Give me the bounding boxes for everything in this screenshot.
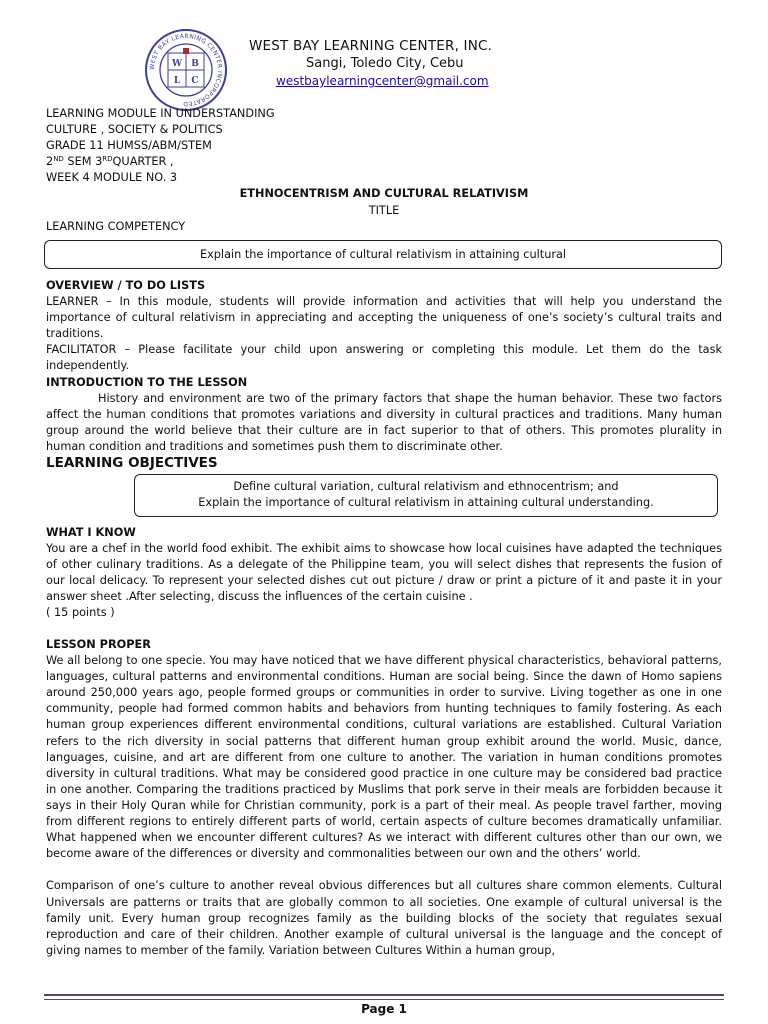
what-i-know-paragraph: You are a chef in the world food exhibit. The exhibit aims to showcase how local cuisines have adapted the techniques of other culinary traditions. As a delegate of the Philippine team, you will select dishes that represents the fusion of our local delicacy. To represent your selected dishes cut out picture / draw or print a picture of it and paste it in your answer sheet .After selecting, discuss the influences of the certain cuisine . bbox=[46, 542, 722, 604]
introduction-paragraph: History and environment are two of the primary factors that shape the human behavior. These two factors affect the human conditions that promotes variations and diversity in cultural practices and traditions. Many human group around the world believe that their culture are in fact superior to that of others. This promotes plurality in human condition and traditions and sometimes push them to discriminate other. bbox=[46, 391, 722, 453]
footer-rule bbox=[44, 994, 724, 996]
school-email-link[interactable]: westbaylearningcenter@gmail.com bbox=[276, 74, 489, 88]
objective-item-2: Explain the importance of cultural relativism in attaining cultural understanding. bbox=[198, 496, 654, 510]
module-info bbox=[46, 106, 446, 186]
school-seal-logo bbox=[144, 28, 228, 112]
what-i-know-section bbox=[46, 525, 722, 622]
page-number: Page 1 bbox=[361, 1002, 407, 1016]
svg-text:WEST BAY LEARNING CENTER INCOR: WEST BAY LEARNING CENTER INCORPORATED bbox=[148, 32, 224, 108]
facilitator-paragraph: FACILITATOR – Please facilitate your child upon answering or completing this module. Let them do the task independently. bbox=[46, 343, 722, 373]
title-label: TITLE bbox=[368, 204, 400, 217]
svg-text:W: W bbox=[171, 59, 183, 69]
svg-text:L: L bbox=[173, 76, 181, 86]
quarter-suffix: RD bbox=[102, 155, 113, 164]
competency-box bbox=[44, 240, 722, 269]
overview-section bbox=[46, 278, 722, 455]
svg-text:C: C bbox=[191, 76, 199, 86]
lesson-proper-heading: LESSON PROPER bbox=[46, 638, 151, 651]
quarter-text: QUARTER , bbox=[112, 155, 174, 169]
lesson-title: ETHNOCENTRISM AND CULTURAL RELATIVISM bbox=[239, 187, 529, 200]
module-line-2: CULTURE , SOCIETY & POLITICS bbox=[46, 123, 223, 137]
module-line-1: LEARNING MODULE IN UNDERSTANDING bbox=[46, 107, 275, 120]
module-line-semester bbox=[46, 154, 446, 170]
school-name: WEST BAY LEARNING CENTER, INC. bbox=[249, 38, 493, 54]
lesson-paragraph-2: Comparison of one’s culture to another reveal obvious differences but all cultures share common elements. Cultural Universals are patterns or traits that are globally common to all societies. One example of cultural universal is the family unit. Every human group recognizes family as the building blocks of the society that regulates sexual reproduction and care of their children. Another example of cultural universal is the language and the concept of giving names to member of the family. Variation between Cultures Within a human group, bbox=[46, 879, 722, 957]
what-i-know-heading: WHAT I KNOW bbox=[46, 526, 136, 539]
svg-text:B: B bbox=[191, 59, 199, 69]
footer-rule-thin bbox=[44, 999, 724, 1000]
lesson-proper-section bbox=[46, 637, 722, 959]
module-line-3: GRADE 11 HUMSS/ABM/STEM bbox=[46, 139, 212, 153]
overview-heading: OVERVIEW / TO DO LISTS bbox=[46, 279, 206, 292]
learner-paragraph: LEARNER – In this module, students will provide information and activities that will help you understand the importance of cultural relativism in appreciating and accepting the uniqueness of one’s society’s cultural traits and traditions. bbox=[46, 295, 722, 341]
competency-heading: LEARNING COMPETENCY bbox=[46, 220, 186, 233]
objectives-box bbox=[134, 474, 718, 517]
semester-text: SEM 3 bbox=[63, 155, 103, 169]
introduction-heading: INTRODUCTION TO THE LESSON bbox=[46, 375, 248, 389]
lesson-paragraph-1: We all belong to one specie. You may have noticed that we have different physical characteristics, behavioral patterns, languages, cultural patterns and environmental conditions. Human are social being. Since the dawn of Homo sapiens around 250,000 years ago, people formed groups or communities in order to survive. Living together as one in one community, people had formed common habits and behaviors from hunting techniques to family fostering. As each human group experiences different environmental conditions, cultural variations are established. Cultural Variation refers to the rich diversity in social patterns that different human group exhibit around the world. Music, dance, languages, cuisine, and art are different from one culture to another. The variation in human conditions promotes diversity in cultural traditions. What may be considered good practice in one culture may be considered bad practice in one another. Comparing the traditions practiced by Muslims that pork serve in their meals are forbidden because it says in their Holy Quran while for Christian community, pork is a part of their meal. As people travel farther, moving from different regions to entirely different parts of world, certain aspects of culture becomes dramatically unfamiliar. What happened when we encounter different cultures? As we interact with different cultures other than our own, we become aware of the differences or diversity and commonalities between our own and the others’ world. bbox=[46, 654, 722, 861]
what-i-know-points: ( 15 points ) bbox=[46, 606, 115, 620]
semester-suffix: ND bbox=[53, 155, 64, 164]
semester-number: 2 bbox=[46, 155, 54, 169]
objective-item-1: Define cultural variation, cultural relativism and ethnocentrism; and bbox=[233, 480, 619, 493]
school-address: Sangi, Toledo City, Cebu bbox=[306, 56, 464, 71]
objectives-heading: LEARNING OBJECTIVES bbox=[46, 455, 218, 471]
competency-text: Explain the importance of cultural relativism in attaining cultural bbox=[199, 248, 567, 261]
module-line-week: WEEK 4 MODULE NO. 3 bbox=[46, 171, 178, 185]
